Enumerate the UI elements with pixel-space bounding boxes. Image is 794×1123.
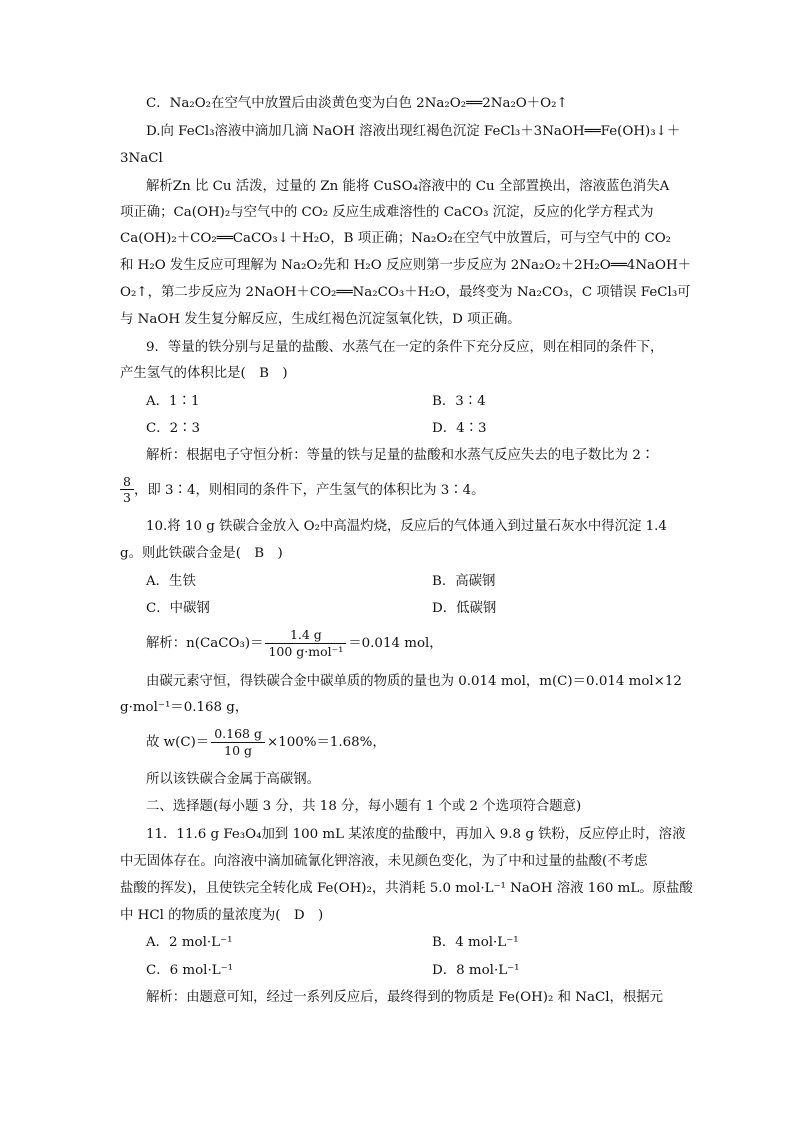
q9-option-c: C．2∶3 <box>146 421 201 436</box>
q10-analysis-result: ×100%＝1.68%， <box>266 735 386 750</box>
q10-option-d: D．低碳钢 <box>432 601 497 616</box>
q8-analysis-line: Ca(OH)₂＋CO₂══CaCO₃↓＋H₂O，B 项正确；Na₂O₂在空气中放置后，可与空气中的 CO₂ <box>120 231 672 246</box>
q10-analysis-result: ＝0.014 mol， <box>348 636 443 651</box>
q10-fraction-1-numerator: 1.4 g <box>265 627 346 644</box>
q9-fraction-numerator: 8 <box>120 474 134 490</box>
q11-stem-cont: 中 HCl 的物质的量浓度为( D ) <box>120 908 324 923</box>
q11-options-row <box>146 961 706 981</box>
q11-option-c: C．6 mol·L⁻¹ <box>146 963 234 978</box>
q8-option-d-cont: 3NaCl <box>120 151 163 166</box>
q9-stem: 9．等量的铁分别与足量的盐酸、水蒸气在一定的条件下充分反应，则在相同的条件下， <box>146 340 664 355</box>
q9-analysis-cont: ，即 3∶4，则相同的条件下，产生氢气的体积比为 3∶4。 <box>134 483 485 498</box>
q8-analysis-line: 项正确；Ca(OH)₂与空气中的 CO₂ 反应生成难溶性的 CaCO₃ 沉淀，反应的化学方程式为 <box>120 205 654 220</box>
q9-analysis: 解析：根据电子守恒分析：等量的铁与足量的盐酸和水蒸气反应失去的电子数比为 2∶ <box>146 448 655 463</box>
q10-options-row <box>146 572 706 592</box>
q9-option-a: A．1∶1 <box>146 394 200 409</box>
q11-analysis: 解析：由题意可知，经过一系列反应后，最终得到的物质是 Fe(OH)₂ 和 NaCl，根据元 <box>146 990 664 1005</box>
q10-analysis-line: 由碳元素守恒，得铁碳合金中碳单质的物质的量也为 0.014 mol，m(C)＝0.014 mol×12 <box>146 674 682 689</box>
q10-analysis-formula-2 <box>146 724 706 762</box>
q10-option-a: A．生铁 <box>146 574 196 589</box>
q10-fraction-1 <box>265 627 346 660</box>
q11-stem-cont: 盐酸的挥发)，且使铁完全转化成 Fe(OH)₂，共消耗 5.0 mol·L⁻¹ NaOH 溶液 160 mL。原盐酸 <box>120 881 693 896</box>
q9-fraction-denominator: 3 <box>123 490 131 505</box>
q9-option-d: D．4∶3 <box>432 421 487 436</box>
q10-analysis-line: g·mol⁻¹＝0.168 g， <box>120 700 249 715</box>
q10-options-row <box>146 599 706 619</box>
q10-analysis-formula-1 <box>146 625 706 663</box>
q10-analysis-prefix: 解析：n(CaCO₃)＝ <box>146 636 264 651</box>
q11-option-d: D．8 mol·L⁻¹ <box>432 963 520 978</box>
section-heading: 二、选择题(每小题 3 分，共 18 分，每小题有 1 个或 2 个选项符合题意) <box>146 799 582 814</box>
q10-fraction-2-numerator: 0.168 g <box>211 726 265 743</box>
q11-stem-cont: 中无固体存在。向溶液中滴加硫氰化钾溶液，未见颜色变化，为了中和过量的盐酸(不考虑 <box>120 854 648 869</box>
q8-option-d: D.向 FeCl₃溶液中滴加几滴 NaOH 溶液出现红褐色沉淀 FeCl₃＋3NaOH══Fe(OH)₃↓＋ <box>146 124 681 139</box>
q9-options-row <box>146 392 706 412</box>
q10-analysis-conclusion: 所以该铁碳合金属于高碳钢。 <box>146 772 321 787</box>
q8-analysis-line: 解析Zn 比 Cu 活泼，过量的 Zn 能将 CuSO₄溶液中的 Cu 全部置换出，溶液蓝色消失A <box>146 179 670 194</box>
q10-analysis-prefix: 故 w(C)＝ <box>146 735 210 750</box>
q8-analysis-line: 和 H₂O 发生反应可理解为 Na₂O₂先和 H₂O 反应则第一步反应为 2Na₂O₂＋2H₂O══4NaOH＋ <box>120 258 692 273</box>
q9-stem-cont: 产生氢气的体积比是( B ) <box>120 366 288 381</box>
q10-fraction-1-denominator: 100 g·mol⁻¹ <box>268 644 344 659</box>
q9-options-row <box>146 419 706 439</box>
q10-fraction-2 <box>211 726 265 759</box>
q10-fraction-2-denominator: 10 g <box>224 743 253 758</box>
q8-analysis-line: O₂↑，第二步反应为 2NaOH＋CO₂══Na₂CO₃＋H₂O，最终变为 Na₂CO₃，C 项错误 FeCl₃可 <box>120 285 691 300</box>
q10-stem-cont: g。则此铁碳合金是( B ) <box>120 546 283 561</box>
q8-option-c: C．Na₂O₂在空气中放置后由淡黄色变为白色 2Na₂O₂══2Na₂O＋O₂↑ <box>146 96 568 111</box>
q10-option-b: B．高碳钢 <box>432 574 496 589</box>
q9-option-b: B．3∶4 <box>432 394 486 409</box>
q11-stem: 11．11.6 g Fe₃O₄加到 100 mL 某浓度的盐酸中，再加入 9.8 g 铁粉，反应停止时，溶液 <box>146 827 686 842</box>
q10-option-c: C．中碳钢 <box>146 601 210 616</box>
q10-stem: 10.将 10 g 铁碳合金放入 O₂中高温灼烧，反应后的气体通入到过量石灰水中得沉淀 1.4 <box>146 519 667 534</box>
q11-option-a: A．2 mol·L⁻¹ <box>146 935 233 950</box>
q9-fraction <box>120 474 134 505</box>
q8-analysis-line: 与 NaOH 发生复分解反应，生成红褐色沉淀氢氧化铁，D 项正确。 <box>120 312 521 327</box>
q11-option-b: B．4 mol·L⁻¹ <box>432 935 519 950</box>
q11-options-row <box>146 933 706 953</box>
